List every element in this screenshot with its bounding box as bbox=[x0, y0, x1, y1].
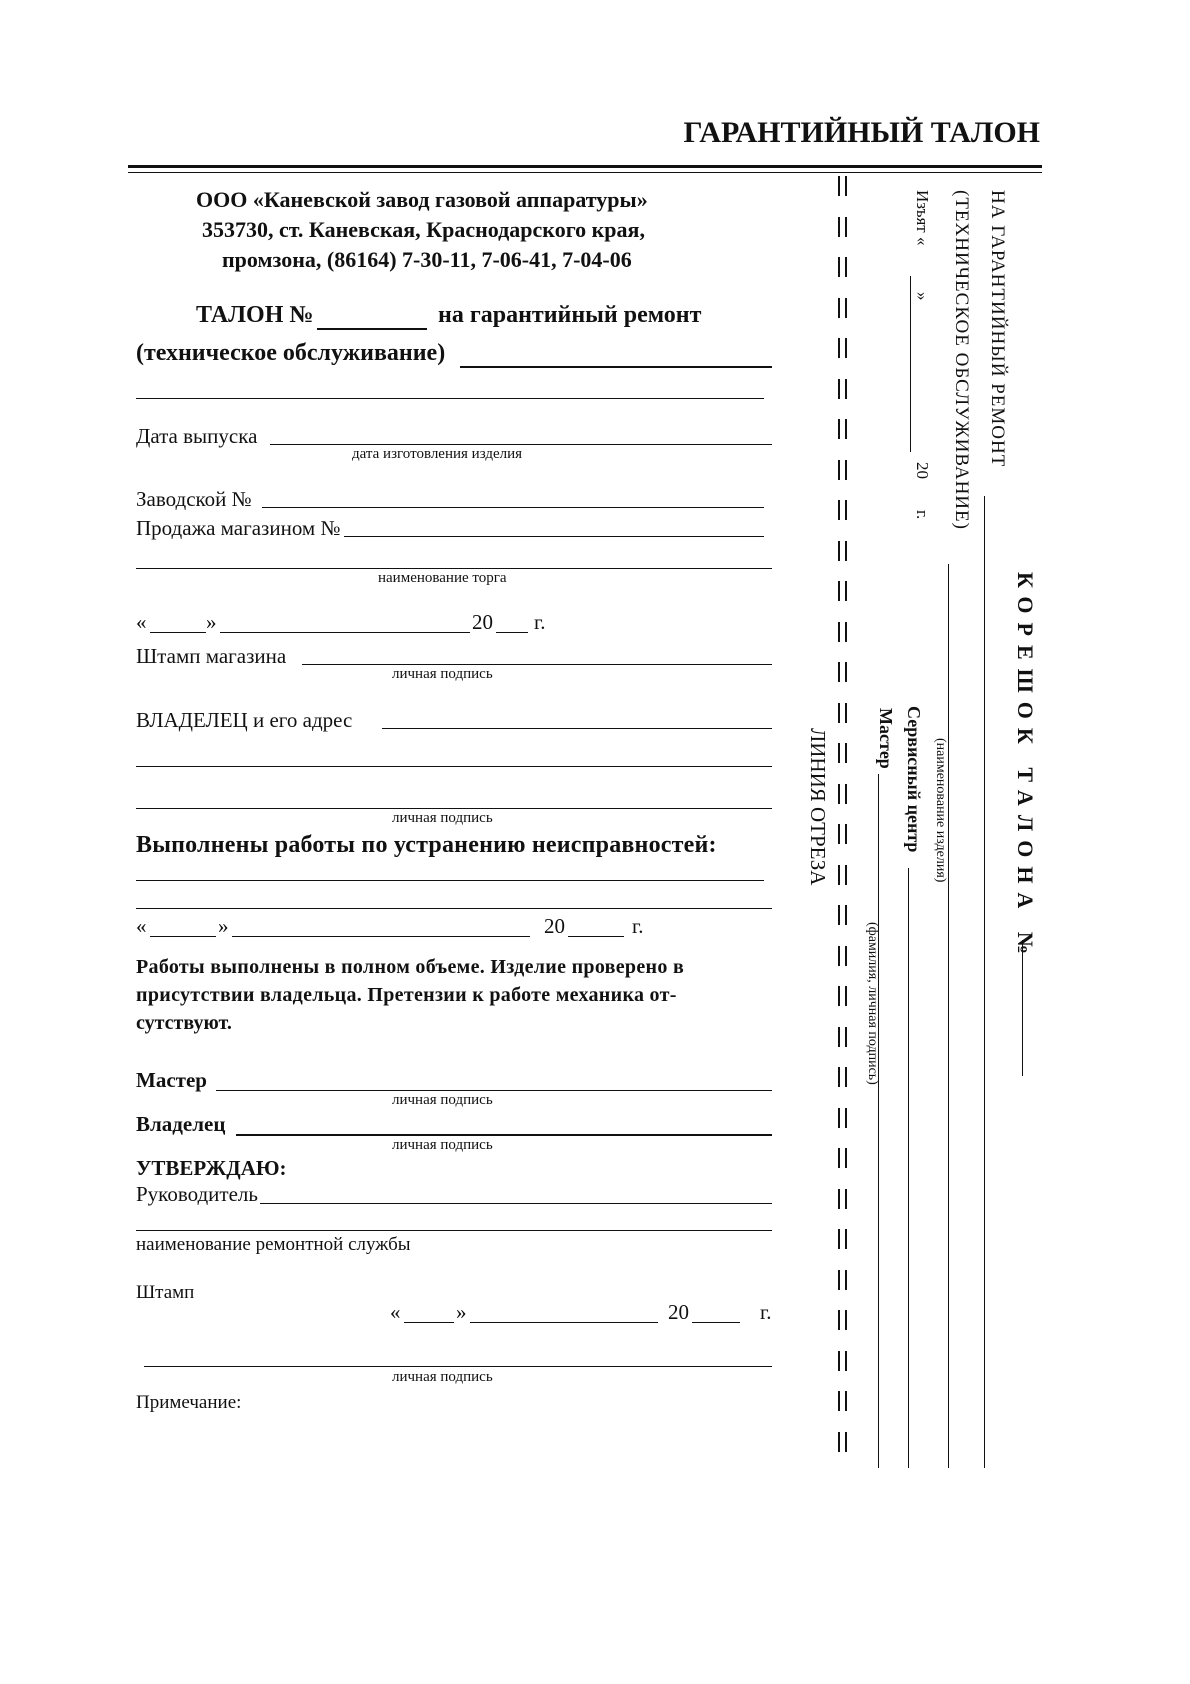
cut-mark bbox=[838, 1189, 847, 1209]
owner-label: Владелец bbox=[136, 1112, 226, 1136]
sale-year-suffix: г. bbox=[534, 610, 546, 634]
owner-signature-hint: личная подпись bbox=[392, 810, 493, 826]
owner-address-field[interactable] bbox=[382, 728, 772, 729]
store-label: Продажа магазином № bbox=[136, 516, 341, 540]
service-name-field[interactable] bbox=[136, 1230, 772, 1231]
stub-service: (ТЕХНИЧЕСКОЕ ОБСЛУЖИВАНИЕ) bbox=[951, 190, 972, 530]
master-label: Мастер bbox=[136, 1068, 207, 1092]
cut-mark bbox=[838, 986, 847, 1006]
cut-mark bbox=[838, 784, 847, 804]
page-title: ГАРАНТИЙНЫЙ ТАЛОН bbox=[683, 116, 1040, 149]
work-statement-line-3: сутствуют. bbox=[136, 1012, 232, 1034]
store-stamp-field[interactable] bbox=[302, 664, 772, 665]
release-date-label: Дата выпуска bbox=[136, 424, 258, 448]
cut-mark bbox=[838, 1432, 847, 1452]
work-year-suffix: г. bbox=[632, 914, 644, 938]
stub-product-hint: (наименование изделия) bbox=[933, 738, 948, 883]
approve-month-field[interactable] bbox=[470, 1322, 658, 1323]
approve-date-close: » bbox=[456, 1300, 467, 1324]
cut-mark bbox=[838, 743, 847, 763]
cut-line-label: ЛИНИЯ ОТРЕЗА bbox=[806, 728, 830, 886]
owner-signature-hint-2: личная подпись bbox=[392, 1137, 493, 1153]
owner-address-field-2[interactable] bbox=[136, 766, 772, 767]
cut-mark bbox=[838, 824, 847, 844]
work-field-1[interactable] bbox=[136, 880, 764, 881]
owner-signature-field[interactable] bbox=[236, 1134, 772, 1136]
stub-rule-center bbox=[908, 868, 909, 1468]
release-date-hint: дата изготовления изделия bbox=[352, 446, 523, 462]
master-signature-field[interactable] bbox=[216, 1090, 772, 1091]
cut-mark bbox=[838, 176, 847, 196]
sale-month-field[interactable] bbox=[220, 632, 470, 633]
note-label: Примечание: bbox=[136, 1392, 242, 1413]
company-phones: промзона, (86164) 7-30-11, 7-06-41, 7-04-06 bbox=[222, 247, 632, 272]
sale-day-field[interactable] bbox=[150, 632, 206, 633]
stub-rule-product bbox=[948, 564, 949, 1468]
cut-mark bbox=[838, 1229, 847, 1249]
stub-master: Мастер bbox=[876, 708, 896, 769]
master-signature-hint: личная подпись bbox=[392, 1092, 493, 1108]
work-statement-line-1: Работы выполнены в полном объеме. Изделие проверено в bbox=[136, 956, 685, 978]
stub-withdrawn-close: » bbox=[913, 292, 932, 301]
stub-withdrawn: Изъят « bbox=[913, 190, 932, 246]
factory-number-label: Заводской № bbox=[136, 487, 252, 511]
cut-mark bbox=[838, 1067, 847, 1087]
cut-mark bbox=[838, 1027, 847, 1047]
cut-mark bbox=[838, 865, 847, 885]
approve-day-field[interactable] bbox=[404, 1322, 454, 1323]
cut-mark bbox=[838, 257, 847, 277]
cut-mark bbox=[838, 905, 847, 925]
work-day-field[interactable] bbox=[150, 936, 216, 937]
head-label: Руководитель bbox=[136, 1182, 258, 1206]
cut-mark bbox=[838, 1108, 847, 1128]
cut-mark bbox=[838, 622, 847, 642]
work-year-prefix: 20 bbox=[544, 914, 565, 938]
stamp-label: Штамп bbox=[136, 1282, 195, 1303]
product-name-field[interactable] bbox=[460, 366, 772, 368]
cut-mark bbox=[838, 500, 847, 520]
store-stamp-label: Штамп магазина bbox=[136, 644, 287, 668]
stub-year-suffix: г. bbox=[913, 510, 932, 520]
work-statement-line-2: присутствии владельца. Претензии к работе механика от- bbox=[136, 984, 677, 1006]
cut-mark bbox=[838, 946, 847, 966]
sale-year-prefix: 20 bbox=[472, 610, 493, 634]
trade-name-hint: наименование торга bbox=[378, 570, 507, 586]
approve-year-field[interactable] bbox=[692, 1322, 740, 1323]
cut-mark bbox=[838, 1351, 847, 1371]
cut-mark bbox=[838, 217, 847, 237]
store-stamp-hint: личная подпись bbox=[392, 666, 493, 682]
cut-mark bbox=[838, 1148, 847, 1168]
approve-signature-hint: личная подпись bbox=[392, 1369, 493, 1385]
trade-name-field[interactable] bbox=[136, 568, 772, 569]
company-name: ООО «Каневской завод газовой аппаратуры» bbox=[196, 187, 648, 212]
stub-title-number-field[interactable] bbox=[1022, 940, 1023, 1076]
store-field[interactable] bbox=[344, 536, 764, 537]
owner-address-label: ВЛАДЕЛЕЦ и его адрес bbox=[136, 708, 353, 732]
work-field-2[interactable] bbox=[136, 908, 772, 909]
owner-address-field-3[interactable] bbox=[136, 808, 772, 809]
stub-title: КОРЕШОК ТАЛОНА № bbox=[1013, 572, 1038, 963]
stub-repair: НА ГАРАНТИЙНЫЙ РЕМОНТ bbox=[987, 190, 1008, 468]
cut-mark bbox=[838, 379, 847, 399]
stub-rule-repair bbox=[984, 496, 985, 1468]
work-heading: Выполнены работы по устранению неисправностей: bbox=[136, 832, 717, 858]
work-month-field[interactable] bbox=[232, 936, 530, 937]
service-name-hint: наименование ремонтной службы bbox=[136, 1234, 411, 1255]
work-date-close: » bbox=[218, 914, 229, 938]
cut-mark bbox=[838, 1270, 847, 1290]
sale-date-close: » bbox=[206, 610, 217, 634]
release-date-field[interactable] bbox=[270, 444, 772, 445]
stub-service-center: Сервисный центр bbox=[904, 706, 924, 853]
sale-year-field[interactable] bbox=[496, 632, 528, 633]
factory-number-field[interactable] bbox=[262, 507, 764, 508]
approve-year-prefix: 20 bbox=[668, 1300, 689, 1324]
product-name-field-2[interactable] bbox=[136, 398, 764, 399]
cut-mark bbox=[838, 1391, 847, 1411]
talon-number-field[interactable] bbox=[317, 328, 427, 330]
work-year-field[interactable] bbox=[568, 936, 624, 937]
stub-year-prefix: 20 bbox=[913, 462, 932, 479]
stub-rule-master bbox=[878, 774, 879, 1468]
talon-service-label: (техническое обслуживание) bbox=[136, 340, 446, 366]
cut-mark bbox=[838, 541, 847, 561]
approve-year-suffix: г. bbox=[760, 1300, 772, 1324]
cut-mark bbox=[838, 460, 847, 480]
talon-repair-label: на гарантийный ремонт bbox=[438, 302, 702, 328]
talon-number-label: ТАЛОН № bbox=[196, 302, 314, 328]
cut-mark bbox=[838, 581, 847, 601]
cut-mark bbox=[838, 1310, 847, 1330]
approve-label: УТВЕРЖДАЮ: bbox=[136, 1156, 287, 1180]
cut-mark bbox=[838, 298, 847, 318]
stub-master-hint: (фамилия, личная подпись) bbox=[865, 922, 880, 1085]
cut-mark bbox=[838, 703, 847, 723]
stub-rule-withdrawn bbox=[910, 276, 911, 452]
cut-mark bbox=[838, 662, 847, 682]
head-signature-field[interactable] bbox=[260, 1203, 772, 1204]
cut-mark bbox=[838, 338, 847, 358]
company-address: 353730, ст. Каневская, Краснодарского края, bbox=[202, 217, 645, 242]
cut-mark bbox=[838, 419, 847, 439]
approve-signature-field[interactable] bbox=[144, 1366, 772, 1367]
work-date-open: « bbox=[136, 914, 147, 938]
sale-date-open: « bbox=[136, 610, 147, 634]
approve-date-open: « bbox=[390, 1300, 401, 1324]
